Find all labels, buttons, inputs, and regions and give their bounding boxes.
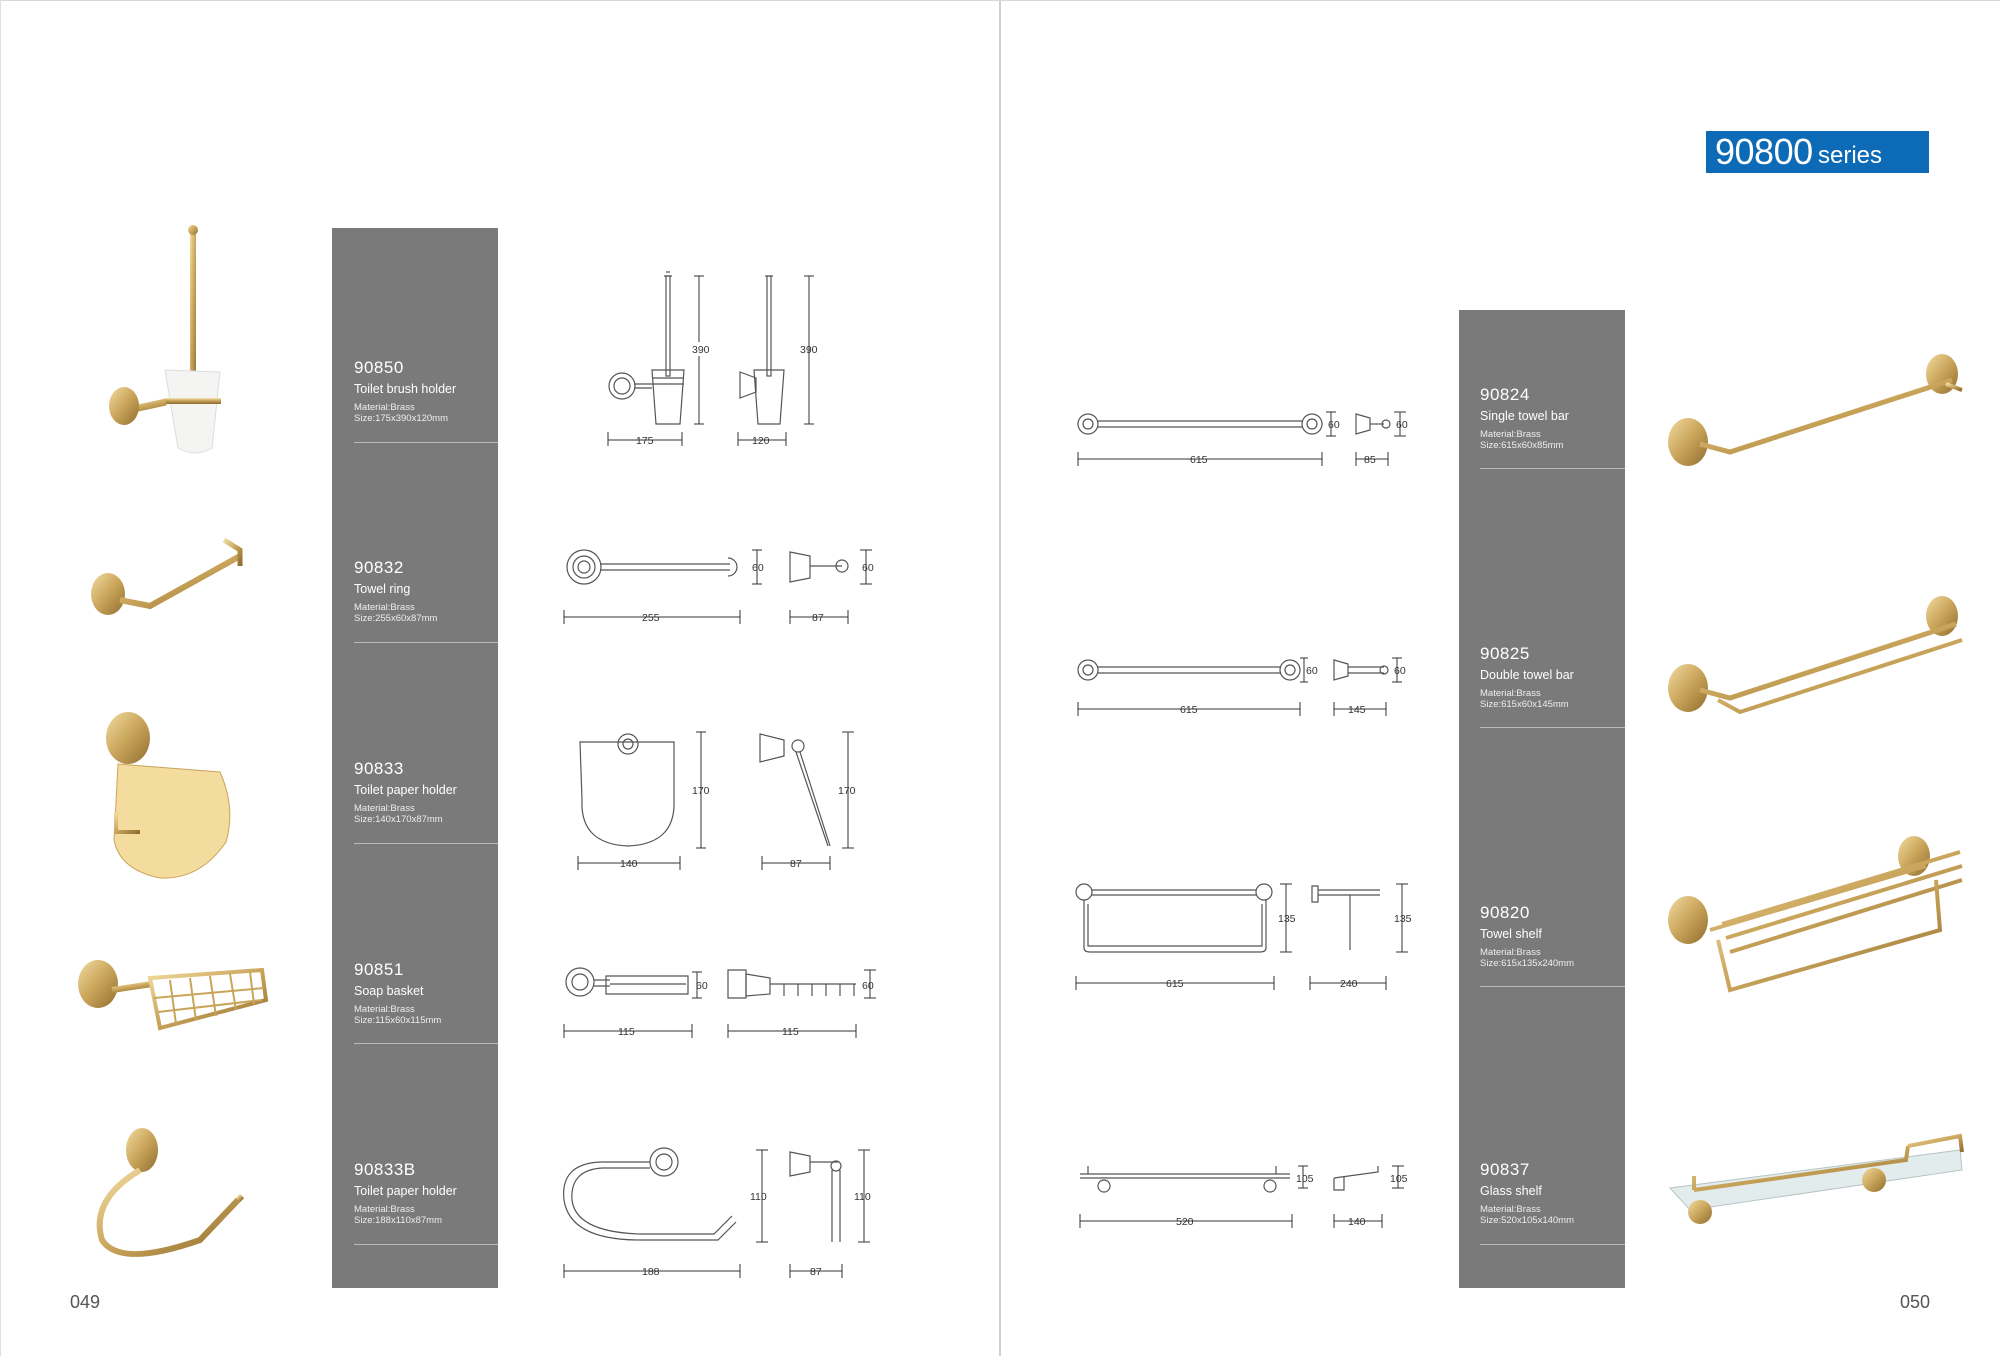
series-number: 90800 [1715, 131, 1813, 172]
dim-label: 115 [782, 1026, 799, 1038]
dim-label: 390 [800, 344, 818, 356]
product-name: Toilet paper holder [354, 1184, 457, 1198]
product-size: Size:255x60x87mm [354, 613, 438, 624]
drawing-90832 [564, 550, 874, 624]
dim-label: 60 [696, 980, 708, 992]
product-name: Toilet brush holder [354, 382, 457, 396]
dim-label: 60 [862, 980, 874, 992]
dim-label: 170 [692, 785, 710, 797]
dim-label: 145 [1348, 704, 1366, 716]
dim-label: 520 [1176, 1216, 1194, 1228]
product-material: Material:Brass [1480, 688, 1541, 699]
product-name: Soap basket [354, 984, 424, 998]
page-number: 050 [1900, 1292, 1931, 1312]
dim-label: 170 [838, 785, 856, 797]
dim-label: 615 [1180, 704, 1198, 716]
drawing-90837 [1080, 1166, 1408, 1228]
product-name: Towel shelf [1480, 927, 1542, 941]
dim-label: 188 [642, 1266, 660, 1278]
dim-label: 110 [854, 1191, 871, 1203]
product-size: Size:615x60x85mm [1480, 440, 1564, 451]
product-material: Material:Brass [1480, 947, 1541, 958]
product-material: Material:Brass [1480, 1204, 1541, 1215]
series-suffix: series [1818, 142, 1883, 169]
drawing-90851 [564, 968, 876, 1038]
product-material: Material:Brass [1480, 429, 1541, 440]
product-code: 90851 [354, 960, 404, 979]
product-material: Material:Brass [354, 1004, 415, 1015]
drawing-90824 [1078, 412, 1408, 466]
product-material: Material:Brass [354, 1204, 415, 1215]
drawing-90825 [1078, 658, 1406, 716]
product-size: Size:140x170x87mm [354, 814, 443, 825]
dim-label: 110 [750, 1191, 767, 1203]
product-material: Material:Brass [354, 602, 415, 613]
dim-label: 240 [1340, 978, 1358, 990]
product-name: Single towel bar [1480, 409, 1569, 423]
dim-label: 615 [1166, 978, 1184, 990]
product-code: 90824 [1480, 385, 1530, 404]
product-size: Size:615x60x145mm [1480, 699, 1569, 710]
dim-label: 140 [1348, 1216, 1366, 1228]
product-code: 90833B [354, 1160, 416, 1179]
dim-label: 140 [620, 858, 638, 870]
product-size: Size:175x390x120mm [354, 413, 448, 424]
product-code: 90820 [1480, 903, 1530, 922]
drawing-90820 [1076, 884, 1412, 990]
dim-label: 120 [752, 435, 770, 447]
product-size: Size:520x105x140mm [1480, 1215, 1574, 1226]
product-name: Toilet paper holder [354, 783, 457, 797]
product-name: Towel ring [354, 582, 411, 596]
product-code: 90832 [354, 558, 404, 577]
dim-label: 87 [812, 612, 824, 624]
product-size: Size:115x60x115mm [354, 1015, 442, 1026]
dim-label: 135 [1278, 913, 1296, 925]
product-code: 90850 [354, 358, 404, 377]
page-number: 049 [70, 1292, 101, 1312]
dim-label: 60 [1394, 665, 1406, 677]
dim-label: 85 [1364, 454, 1376, 466]
product-code: 90833 [354, 759, 404, 778]
drawing-90833 [578, 732, 856, 870]
dim-label: 87 [810, 1266, 822, 1278]
product-code: 90825 [1480, 644, 1530, 663]
dim-label: 60 [1396, 419, 1408, 431]
dim-label: 87 [790, 858, 802, 870]
dim-label: 255 [642, 612, 660, 624]
dim-label: 60 [1328, 419, 1340, 431]
dim-label: 60 [862, 562, 874, 574]
dim-label: 115 [618, 1026, 635, 1038]
drawing-90850 [608, 272, 818, 447]
product-material: Material:Brass [354, 402, 415, 413]
product-size: Size:615x135x240mm [1480, 958, 1574, 969]
product-name: Double towel bar [1480, 668, 1574, 682]
dim-label: 105 [1390, 1173, 1408, 1185]
drawing-90833b [564, 1148, 871, 1278]
product-name: Glass shelf [1480, 1184, 1542, 1198]
product-size: Size:188x110x87mm [354, 1215, 443, 1226]
dim-label: 390 [692, 344, 710, 356]
dim-label: 60 [752, 562, 764, 574]
product-material: Material:Brass [354, 803, 415, 814]
dim-label: 105 [1296, 1173, 1314, 1185]
dim-label: 615 [1190, 454, 1208, 466]
dim-label: 175 [636, 435, 654, 447]
dim-label: 135 [1394, 913, 1412, 925]
product-code: 90837 [1480, 1160, 1530, 1179]
dim-label: 60 [1306, 665, 1318, 677]
